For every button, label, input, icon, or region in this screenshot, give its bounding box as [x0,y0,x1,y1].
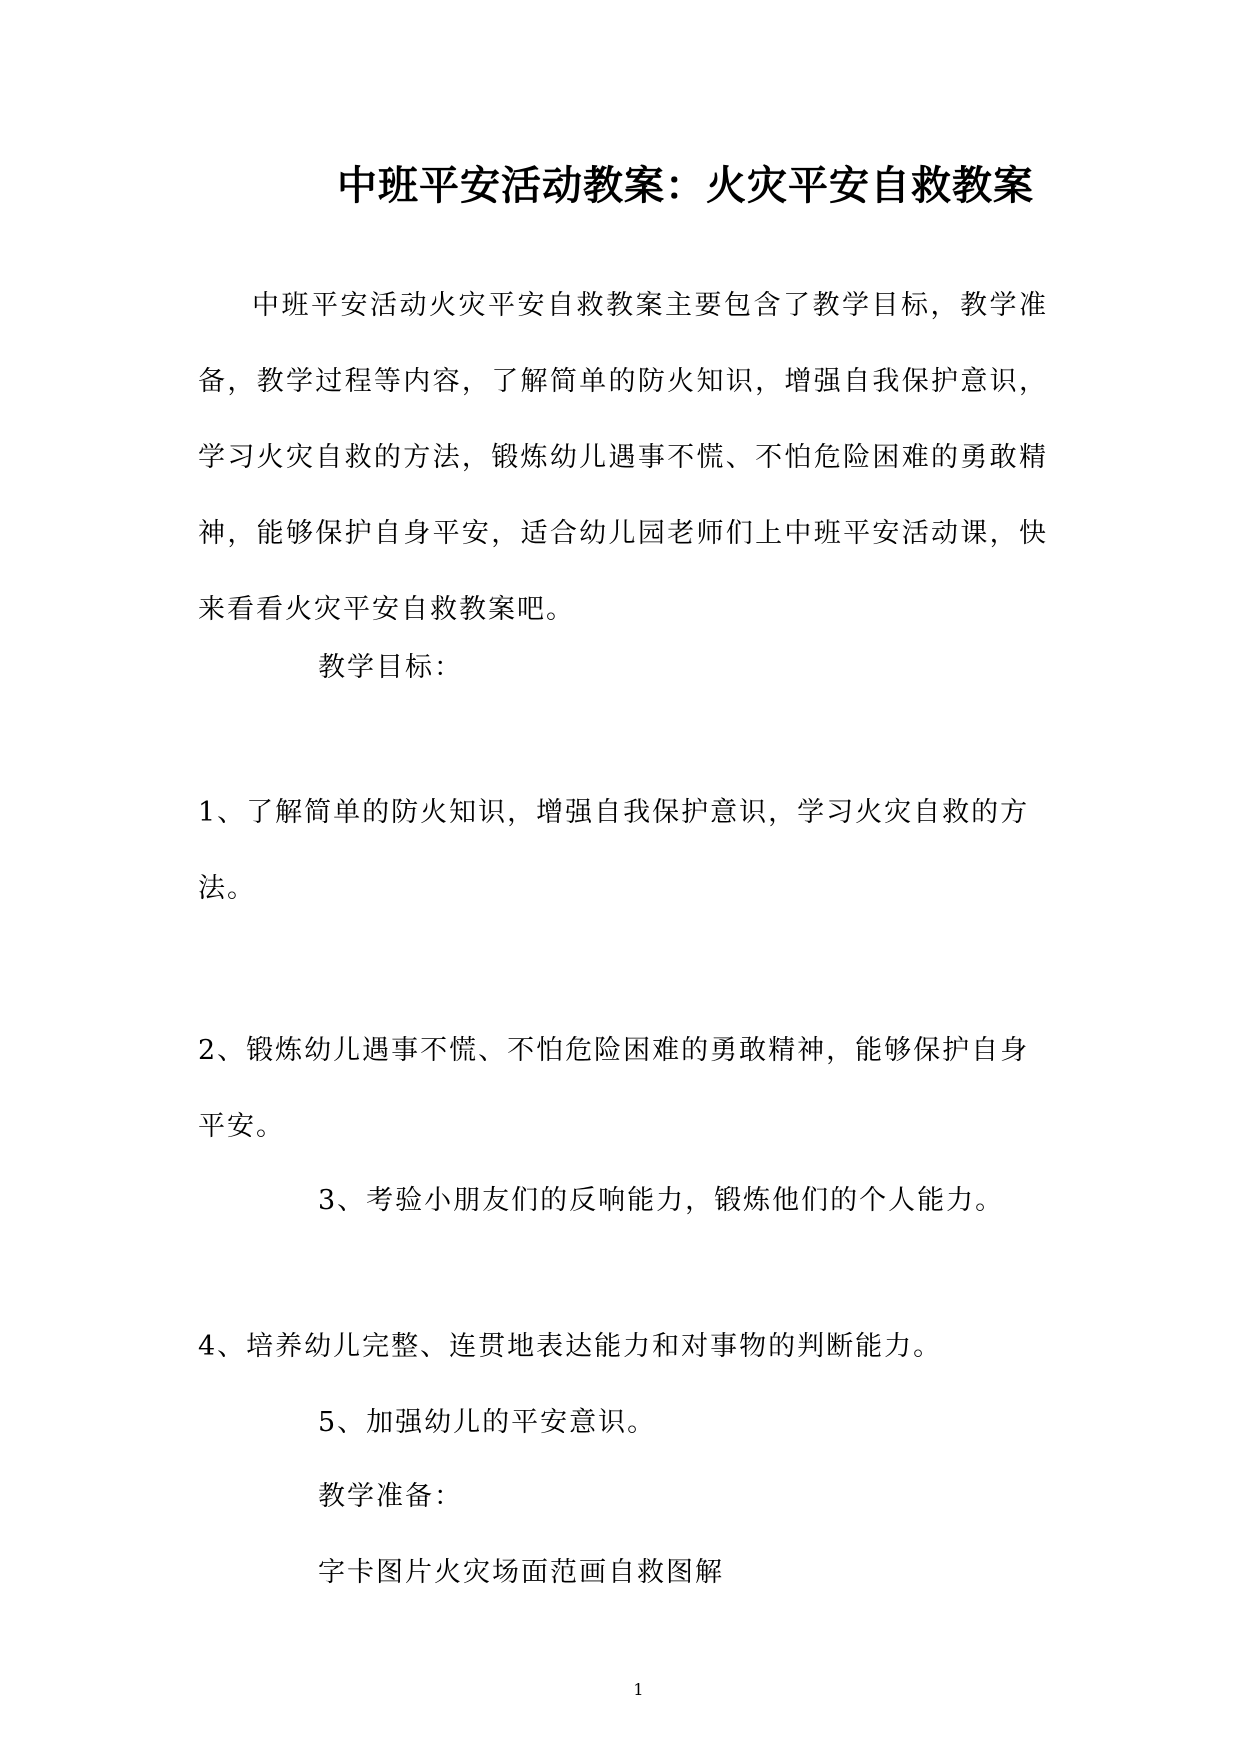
prep-items: 字卡图片火灾场面范画自救图解 [318,1557,724,1588]
goal-2-line-1: 2、锻炼幼儿遇事不慌、不怕危险困难的勇敢精神，能够保护自身 [198,1035,1030,1066]
intro-paragraph: 中班平安活动火灾平安自救教案主要包含了教学目标，教学准备，教学过程等内容，了解简单的防火知识，增强自我保护意识，学习火灾自救的方法，锻炼幼儿遇事不慌、不怕危险困难的勇敢精神，能够保护自身平安，适合幼儿园老师们上中班平安活动课，快来看看火灾平安自救教案吧。 [198,290,1048,625]
goals-heading: 教学目标： [318,652,463,683]
goal-1-line-1: 1、了解简单的防火知识，增强自我保护意识，学习火灾自救的方 [198,797,1030,828]
goal-1-line-2: 法。 [198,873,256,904]
goal-3: 3、考验小朋友们的反响能力，锻炼他们的个人能力。 [318,1185,1005,1216]
goal-4: 4、培养幼儿完整、连贯地表达能力和对事物的判断能力。 [198,1331,943,1362]
goal-5: 5、加强幼儿的平安意识。 [318,1407,657,1438]
goal-2-line-2: 平安。 [198,1111,285,1142]
prep-heading: 教学准备： [318,1481,463,1512]
document-title: 中班平安活动教案：火灾平安自救教案 [337,162,1034,209]
page-number: 1 [633,1680,644,1699]
